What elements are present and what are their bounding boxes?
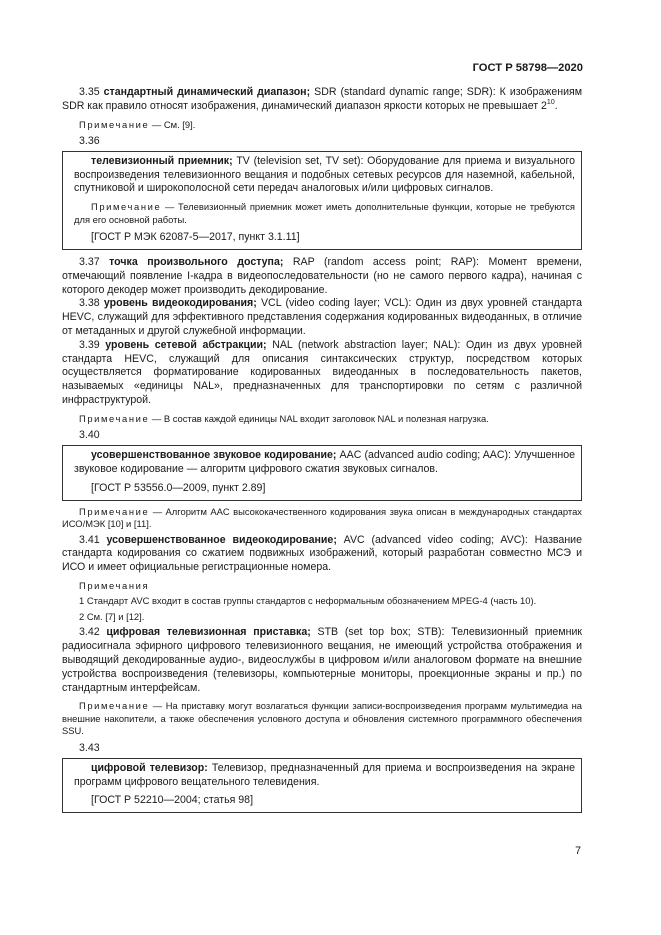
term: стандартный динамический диапазон; (103, 86, 311, 98)
term: усовершенствованное звуковое кодирование; (91, 449, 337, 462)
entry-3-38: 3.38 уровень видеокодирования; VCL (video coding layer; VCL): Один из двух уровней стандарта HEVC, служащий для эффективного представления содержания кодированных видеоданных, в отличие от метаданных и другой служебной информации. (62, 297, 582, 338)
definition: VCL (video coding layer; VCL): Один из двух уровней стандарта HEVC, служащий для эффективного представления содержания кодированных видеоданных, в отличие от метаданных и другой служебной информации. (62, 297, 582, 338)
entry-number: 3.43 (79, 741, 100, 754)
definition-box (62, 151, 582, 250)
definition: AAC (advanced audio coding; AAC): Улучшенное звуковое кодирование — алгоритм цифрового сжатия звуковых сигналов. (74, 449, 575, 475)
note (62, 506, 582, 531)
note (62, 413, 582, 426)
entry-3-42: 3.42 цифровая телевизионная приставка; STB (set top box; STB): Телевизионный приемник радиосигнала эфирного цифрового телевизионного вещания, не имеющий устройства отображения и выводящий декодированные аудио-, видеослужбы в цифровом и/или аналоговом формате на внешние устройства воспроизведения (телевизоры, компьютерные мониторы, проекционные экраны и пр.) по стандартным интерфейсам. (62, 626, 583, 694)
source-reference: [ГОСТ Р МЭК 62087-5—2017, пункт 3.1.11] (91, 231, 300, 244)
note-item: 1 Стандарт AVC входит в состав группы стандартов с неформальным обозначением MPEG-4 (часть 10). (79, 595, 537, 607)
definition: TV (television set, TV set): Оборудование для приема и визуального воспроизведения телевизионного вещания и подобных сетевых ресурсов для наземной, кабельной, спутниковой и широкополосной сети передач аналоговых и/или цифровых сигналов. (74, 154, 575, 195)
notes-label: Примечания (79, 579, 150, 591)
definition-box (62, 758, 582, 813)
entry-number: 3.35 (79, 86, 100, 98)
term: уровень видеокодирования; (103, 297, 257, 310)
note (74, 201, 575, 226)
note-text: — Алгоритм AAC высококачественного кодирования звука описан в международных стандартах ИСО/МЭК [10] и [11]. (62, 505, 582, 530)
term: цифровой телевизор: (91, 761, 208, 774)
entry-number: 3.36 (79, 135, 100, 148)
note-text: — На приставку могут возлагаться функции записи-воспроизведения программ мультимедиа на внешние накопители, а также обеспечения условного доступа и обновления системного программного обеспечения SSU. (62, 700, 582, 737)
note-text: — В состав каждой единицы NAL входит заголовок NAL и полезная нагрузка. (149, 412, 489, 424)
definition: Телевизор, предназначенный для приема и воспроизведения на экране программ цифрового вещательного телевидения. (74, 761, 575, 788)
source-reference: [ГОСТ Р 53556.0—2009, пункт 2.89] (91, 481, 266, 494)
term: цифровая телевизионная приставка; (106, 626, 311, 639)
note-label: Примечание (79, 700, 150, 712)
definition: NAL (network abstraction layer; NAL): Один из двух уровней стандарта HEVC, служащий для описания синтаксических структур, посредством которых осуществляется форматирование кодированных видеоданных в последовательность пакетов, называемых «единицы NAL», предназначенных для транспортировки по сетям с различной инфраструктурой. (62, 338, 582, 407)
note-label: Примечание (79, 118, 150, 130)
definition: SDR (standard dynamic range; SDR): К изображениям SDR как правило относят изображения, динамический диапазон яркости которых не превышает 2 (62, 86, 583, 112)
entry-number: 3.40 (79, 429, 100, 442)
superscript: 10 (546, 98, 555, 106)
note-label: Примечание (91, 201, 162, 213)
entry-3-40 (74, 449, 575, 477)
note-label: Примечание (79, 505, 150, 517)
definition: RAP (random access point; RAP): Момент времени, отмечающий появление I-кадра в видеопоследовательности (но не самого первого кадра), начиная с которого декодер может производить декодирование. (62, 256, 582, 296)
term: уровень сетевой абстракции; (105, 338, 267, 351)
page-number: 7 (575, 845, 581, 857)
note (62, 700, 582, 738)
entry-3-35: 3.35 стандартный динамический диапазон; SDR (standard dynamic range; SDR): К изображениям SDR как правило относят изображения, динамический диапазон яркости которых не превышает $2^{10}$. (62, 86, 583, 112)
note-item: 2 См. [7] и [12]. (79, 610, 145, 622)
entry-3-39: 3.39 уровень сетевой абстракции; NAL (network abstraction layer; NAL): Один из двух уровней стандарта HEVC, служащий для описания синтаксических структур, посредством которых осуществляется форматирование кодированных видеоданных в последовательность пакетов, называемых «единицы NAL», предназначенных для транспортировки по сетям с различной инфраструктурой. (62, 338, 582, 407)
note-text: — См. [9]. (149, 118, 196, 130)
definition: AVC (advanced video coding; AVC): Название стандарта кодирования со сжатием подвижных изображений, который разработан совместно МСЭ и ИСО и имеет официальные регистрационные номера. (62, 533, 582, 574)
entry-3-41: 3.41 усовершенствованное видеокодирование; AVC (advanced video coding; AVC): Название стандарта кодирования со сжатием подвижных изображений, который разработан совместно МСЭ и ИСО и имеет официальные регистрационные номера. (62, 533, 582, 574)
note (62, 119, 582, 132)
entry-3-43 (74, 762, 575, 790)
entry-3-37: 3.37 точка произвольного доступа; RAP (random access point; RAP): Момент времени, отмечающий появление I-кадра в видеопоследовательности (но не самого первого кадра), начиная с которого декодер может производить декодирование. (62, 256, 582, 296)
definition-box (62, 445, 582, 500)
term: усовершенствованное видеокодирование; (106, 533, 337, 546)
note-text: — Телевизионный приемник может иметь дополнительные функции, которые не требуются для его основной работы. (74, 201, 575, 225)
source-reference: [ГОСТ Р 52210—2004; статья 98] (91, 794, 254, 807)
standard-designation: ГОСТ Р 58798—2020 (472, 62, 583, 74)
term: точка произвольного доступа; (109, 256, 284, 269)
page-content (62, 86, 582, 813)
entry-3-36 (74, 155, 575, 196)
note-label: Примечание (79, 412, 150, 424)
term: телевизионный приемник; (91, 154, 233, 167)
definition: STB (set top box; STB): Телевизионный приемник радиосигнала эфирного цифрового телевизионного вещания, не имеющий устройства отображения и выводящий декодированные аудио-, видеослужбы в цифровом и/или аналоговом формате на внешние устройства воспроизведения (телевизоры, компьютерные мониторы, проекционные экраны и пр.) по стандартным интерфейсам. (62, 626, 583, 694)
